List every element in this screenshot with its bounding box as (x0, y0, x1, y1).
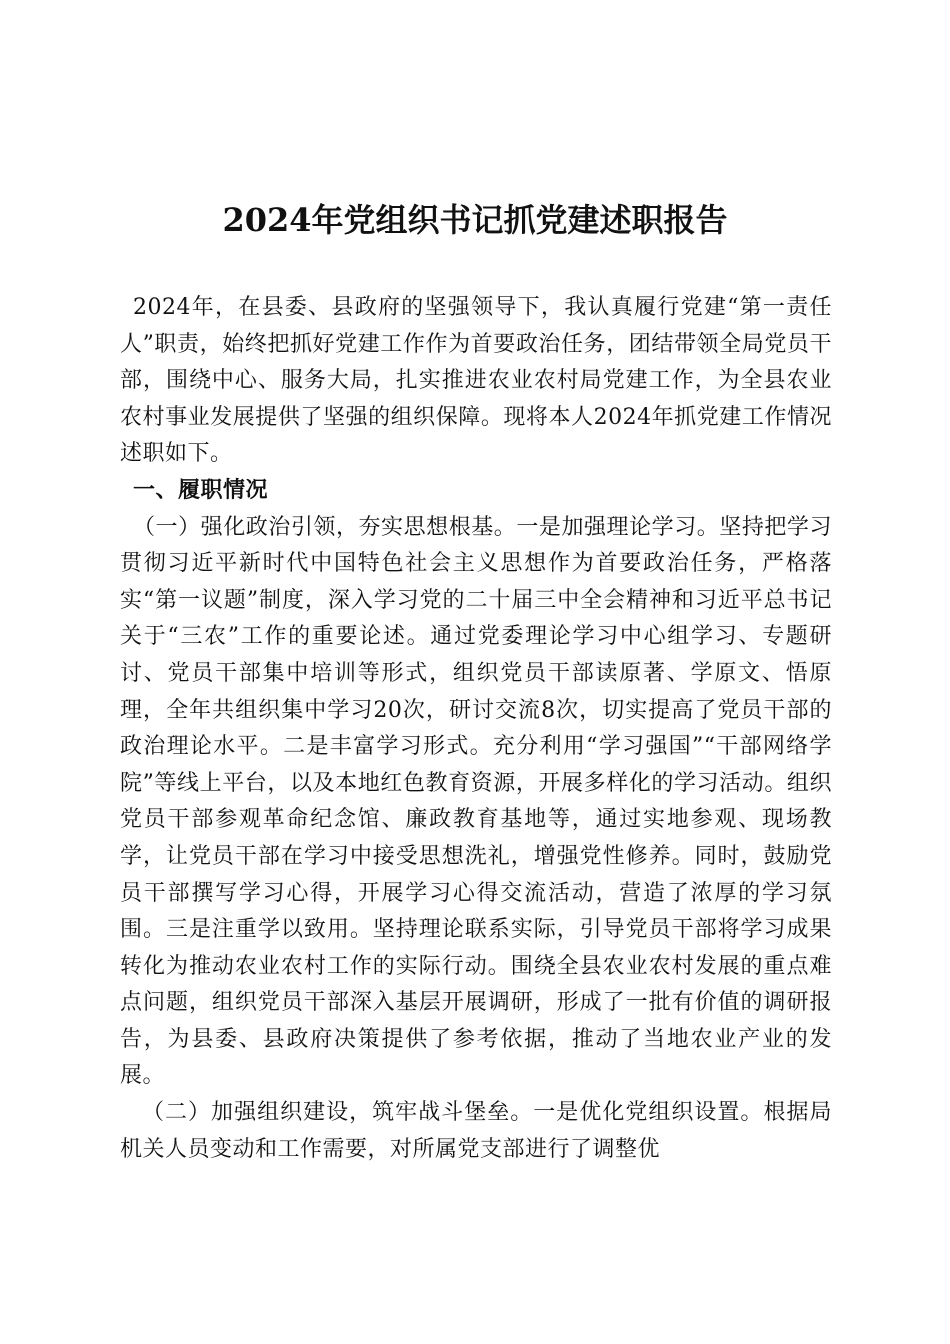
section-heading-1: 一、履职情况 (133, 477, 269, 503)
intro-paragraph: 2024年，在县委、县政府的坚强领导下，我认真履行党建“第一责任人”职责，始终把抓好党建工作作为首要政治任务，团结带领全局党员干部，围绕中心、服务大局，扎实推进农业农村局党建工作，为全县农业农村事业发展提供了坚强的组织保障。现将本人2024年抓党建工作情况述职如下。 (120, 295, 832, 467)
section1-paragraph-1: （一）强化政治引领，夯实思想根基。一是加强理论学习。坚持把学习贯彻习近平新时代中国特色社会主义思想作为首要政治任务，严格落实“第一议题”制度，深入学习党的二十届三中全会精神和习近平总书记关于“三农”工作的重要论述。通过党委理论学习中心组学习、专题研讨、党员干部集中培训等形式，组织党员干部读原著、学原文、悟原理，全年共组织集中学习20次，研讨交流8次，切实提高了党员干部的政治理论水平。二是丰富学习形式。充分利用“学习强国”“干部网络学院”等线上平台，以及本地红色教育资源，开展多样化的学习活动。组织党员干部参观革命纪念馆、廉政教育基地等，通过实地参观、现场教学，让党员干部在学习中接受思想洗礼，增强党性修养。同时，鼓励党员干部撰写学习心得，开展学习心得交流活动，营造了浓厚的学习氛围。三是注重学以致用。坚持理论联系实际，引导党员干部将学习成果转化为推动农业农村工作的实际行动。围绕全县农业农村发展的重点难点问题，组织党员干部深入基层开展调研，形成了一批有价值的调研报告，为县委、县政府决策提供了参考依据，推动了当地农业产业的发展。 (120, 514, 832, 1089)
section1-paragraph-2: （二）加强组织建设，筑牢战斗堡垒。一是优化党组织设置。根据局机关人员变动和工作需要，对所属党支部进行了调整优 (120, 1100, 832, 1162)
document-title: 2024年党组织书记抓党建述职报告 (222, 201, 728, 239)
document-body (120, 290, 832, 1168)
